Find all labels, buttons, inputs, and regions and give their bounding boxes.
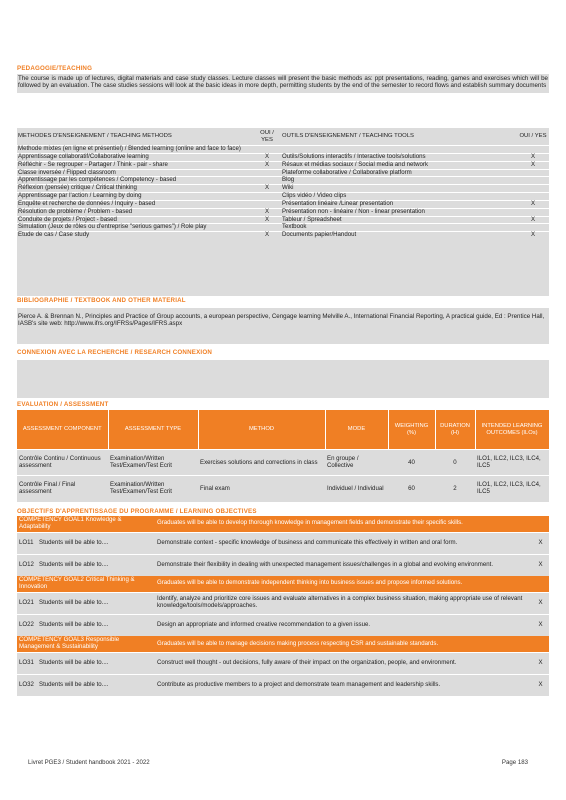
method-yes-mark: X — [253, 161, 281, 169]
method-yes-mark — [253, 169, 281, 177]
bibliography-text: Pierce A. & Brennan N., Principles and Practice of Group accounts, a european perspective, Cengage learning Melville A., International Financial Reporting, A practical guide, Ed : Prentice Hall, IASB's site web: http://www.ifrs.org/IFRSs/Pages/IFRS.aspx — [17, 308, 549, 344]
competency-label: COMPETENCY GOAL2 Critical Thinking & Innovation — [17, 576, 155, 592]
method-label: Apprentissage par les compétences / Competency - based — [17, 177, 253, 185]
method-yes-mark: X — [253, 185, 281, 193]
learning-outcome-mark: X — [532, 592, 549, 614]
evaluation-table — [17, 410, 550, 502]
learning-outcome-subject: Students will be able to.... — [37, 652, 155, 674]
tool-yes-mark: X — [517, 200, 549, 208]
method-label: Etude de cas / Case study — [17, 232, 253, 239]
competency-label: COMPETENCY GOAL3 Responsible Management & Sustainability — [17, 636, 155, 652]
evaluation-header-cell: WEIGHTING (%) — [388, 410, 435, 450]
tool-label: Wiki — [281, 185, 517, 193]
learning-outcome-id: LO12 — [17, 554, 37, 576]
evaluation-heading: EVALUATION / ASSESSMENT — [17, 401, 109, 408]
learning-outcome-subject: Students will be able to.... — [37, 554, 155, 576]
competency-goal-text: Graduates will be able to manage decisions making process respecting CSR and sustainable standards. — [155, 636, 549, 652]
tool-label: Présentation non - linéaire / Non - linear presentation — [281, 208, 517, 216]
tool-label: Textbook — [281, 224, 517, 232]
method-label: Methode mixtes (en ligne et présentiel) / Blended learning (online and face to face) — [17, 146, 253, 154]
research-section — [17, 350, 549, 398]
method-tool-row — [17, 232, 549, 239]
method-label: Apprentissage par l'action / Learning by doing — [17, 193, 253, 201]
learning-outcome-id: LO32 — [17, 674, 37, 696]
evaluation-method-cell: Exercises solutions and corrections in class — [198, 450, 325, 476]
learning-outcome-subject: Students will be able to.... — [37, 532, 155, 554]
competency-label: COMPETENCY GOAL1 Knowledge & Adaptability — [17, 516, 155, 532]
competency-goal-row — [17, 636, 549, 652]
learning-objectives-section — [17, 509, 549, 696]
evaluation-header-cell: ASSESSMENT TYPE — [108, 410, 198, 450]
competency-goal-row — [17, 576, 549, 592]
tool-yes-mark — [517, 169, 549, 177]
learning-outcome-row — [17, 674, 549, 696]
method-label: Classe inversée / Flipped classroom — [17, 169, 253, 177]
evaluation-component-cell: Contrôle Final / Final assessment — [17, 476, 108, 502]
method-tool-row — [17, 208, 549, 216]
tool-yes-mark: X — [517, 154, 549, 162]
footer-title: Livret PGE3 / Student handbook 2021 - 2022 — [28, 759, 150, 766]
tool-label: Blog — [281, 177, 517, 185]
page-footer — [28, 760, 528, 767]
evaluation-type-cell: Examination/Written Test/Examen/Test Ecrit — [108, 450, 198, 476]
tool-label: Présentation linéaire /Linear presentation — [281, 200, 517, 208]
learning-outcome-row — [17, 614, 549, 636]
bibliography-section — [17, 298, 549, 344]
tool-yes-mark — [517, 185, 549, 193]
method-label: Résolution de problème / Problem - based — [17, 208, 253, 216]
learning-objectives-table — [17, 516, 549, 696]
learning-outcome-subject: Students will be able to.... — [37, 592, 155, 614]
tool-yes-mark — [517, 177, 549, 185]
learning-outcome-subject: Students will be able to.... — [37, 614, 155, 636]
evaluation-header-cell: ASSESSMENT COMPONENT — [17, 410, 108, 450]
evaluation-weight-cell: 40 — [388, 450, 435, 476]
learning-outcome-id: LO11 — [17, 532, 37, 554]
method-yes-mark: X — [253, 216, 281, 224]
method-label: Simulation (Jeux de rôles ou d'entreprise "serious games") / Role play — [17, 224, 253, 232]
evaluation-type-cell: Examination/Written Test/Examen/Test Ecrit — [108, 476, 198, 502]
evaluation-header-cell: INTENDED LEARNING OUTCOMES (ILOs) — [475, 410, 549, 450]
tool-yes-mark: X — [517, 161, 549, 169]
evaluation-row — [17, 450, 549, 476]
learning-outcome-mark: X — [532, 674, 549, 696]
learning-outcome-mark: X — [532, 554, 549, 576]
tool-label: Outils/Solutions interactifs / Interactive tools/solutions — [281, 154, 517, 162]
learning-outcome-row — [17, 554, 549, 576]
method-label: Conduite de projets / Project - based — [17, 216, 253, 224]
learning-outcome-row — [17, 652, 549, 674]
tool-yes-mark — [517, 208, 549, 216]
evaluation-header-cell: METHOD — [198, 410, 325, 450]
pedagogy-text: The course is made up of lectures, digital materials and case study classes. Lecture classes will present the basic methods as: ppt presentations, reading, games and exercises which will be followed by an evaluation. The case studies sessions will look at the basic ideas in more depth, permitting students by the end of the semester to record flows and establish summary documents — [17, 74, 549, 93]
page-number: Page 183 — [501, 759, 528, 766]
learning-outcome-mark: X — [532, 614, 549, 636]
method-yes-mark: X — [253, 232, 281, 239]
learning-outcome-id: LO31 — [17, 652, 37, 674]
teaching-methods-table — [17, 128, 549, 296]
method-label: Réflexion (pensée) critique / Critical thinking — [17, 185, 253, 193]
learning-outcome-text: Construct well thought - out decisions, fully aware of their impact on the organization, people, and environment. — [155, 652, 532, 674]
evaluation-section — [17, 402, 549, 502]
methods-header: METHODES D'ENSEIGNEMENT / TEACHING METHODS — [17, 128, 253, 146]
evaluation-row — [17, 476, 549, 502]
learning-outcome-mark: X — [532, 532, 549, 554]
evaluation-mode-cell: Individuel / Individual — [325, 476, 388, 502]
method-yes-mark: X — [253, 208, 281, 216]
pedagogy-heading: PEDAGOGIE/TEACHING — [17, 65, 93, 72]
competency-goal-text: Graduates will be able to demonstrate independent thinking into business issues and propose informed solutions. — [155, 576, 549, 592]
method-yes-mark — [253, 193, 281, 201]
competency-goal-text: Graduates will be able to develop thorough knowledge in management fields and demonstrate their specific skills. — [155, 516, 549, 532]
tool-label: Résaux et médias sociaux / Social media and network — [281, 161, 517, 169]
evaluation-ilos-cell: ILO1, ILC2, ILC3, ILC4, ILC5 — [475, 450, 549, 476]
pedagogy-section — [17, 66, 549, 93]
tool-label: Clips vidéo / Video clips — [281, 193, 517, 201]
method-label: Enquête et recherche de données / Inquiry - based — [17, 200, 253, 208]
tools-yes-header: OUI / YES — [517, 128, 549, 146]
bibliography-heading: BIBLIOGRAPHIE / TEXTBOOK AND OTHER MATERIAL — [17, 297, 186, 304]
evaluation-component-cell: Contrôle Continu / Continuous assessment — [17, 450, 108, 476]
learning-outcome-text: Demonstrate context - specific knowledge of business and communicate this effectively in written and oral form. — [155, 532, 532, 554]
evaluation-duration-cell: 2 — [435, 476, 475, 502]
method-yes-mark: X — [253, 154, 281, 162]
tools-header: OUTILS D'ENSEIGNEMENT / TEACHING TOOLS — [281, 128, 517, 146]
learning-outcome-text: Contribute as productive members to a project and demonstrate team management and leadership skills. — [155, 674, 532, 696]
tool-label: Documents papier/Handout — [281, 232, 517, 239]
learning-outcome-id: LO21 — [17, 592, 37, 614]
competency-goal-row — [17, 516, 549, 532]
learning-outcome-row — [17, 592, 549, 614]
learning-outcome-subject: Students will be able to.... — [37, 674, 155, 696]
learning-outcome-text: Demonstrate their flexibility in dealing with unexpected management issues/challenges in a global and evolving environment. — [155, 554, 532, 576]
evaluation-header-cell: DURATION (H) — [435, 410, 475, 450]
evaluation-header-cell: MODE — [325, 410, 388, 450]
learning-outcome-text: Identify, analyze and prioritize core issues and evaluate alternatives in a complex business situation, making appropriate use of relevant knowledge/tools/models/approaches. — [155, 592, 532, 614]
learning-outcome-mark: X — [532, 652, 549, 674]
tool-yes-mark: X — [517, 216, 549, 224]
learning-outcome-id: LO22 — [17, 614, 37, 636]
tool-yes-mark: X — [517, 232, 549, 239]
evaluation-duration-cell: 0 — [435, 450, 475, 476]
methods-yes-header: OUI / YES — [253, 128, 281, 146]
tool-label: Plateforme collaborative / Collaborative platform — [281, 169, 517, 177]
research-heading: CONNEXION AVEC LA RECHERCHE / RESEARCH CONNEXION — [17, 349, 213, 356]
learning-outcome-text: Design an appropriate and informed creative recommendation to a given issue. — [155, 614, 532, 636]
evaluation-mode-cell: En groupe / Collective — [325, 450, 388, 476]
method-label: Apprentissage collaboratif/Collaborative learning — [17, 154, 253, 162]
research-text — [17, 360, 549, 398]
learning-objectives-heading: OBJECTIFS D'APPRENTISSAGE DU PROGRAMME / LEARNING OBJECTIVES — [17, 508, 257, 515]
method-label: Réfléchir - Se regrouper - Partager / Think - pair - share — [17, 161, 253, 169]
tool-label: Tableur / Spreadsheet — [281, 216, 517, 224]
learning-outcome-row — [17, 532, 549, 554]
method-tool-row — [17, 161, 549, 169]
evaluation-weight-cell: 60 — [388, 476, 435, 502]
evaluation-ilos-cell: ILO1, ILC2, ILC3, ILC4, ILC5 — [475, 476, 549, 502]
evaluation-method-cell: Final exam — [198, 476, 325, 502]
